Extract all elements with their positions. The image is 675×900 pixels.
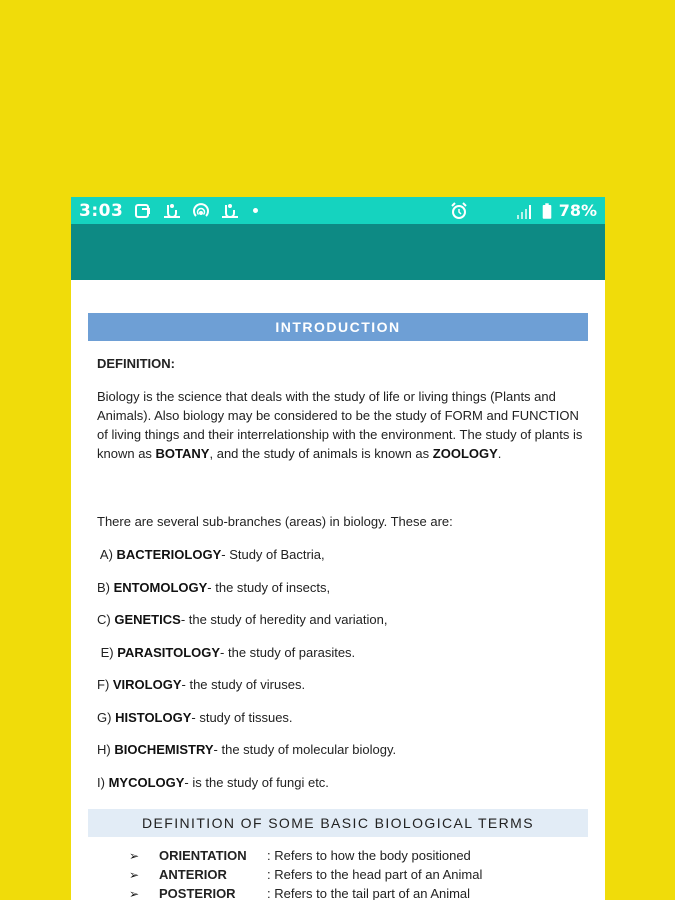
branch-item — [97, 578, 597, 597]
subbranches-intro: There are several sub-branches (areas) in biology. These are: — [97, 514, 453, 529]
app-bar — [71, 224, 605, 280]
alarm-icon — [449, 201, 469, 221]
zoology-term: ZOOLOGY — [432, 446, 498, 461]
branch-prefix: I) — [97, 775, 109, 790]
paragraph-text: , and the study of animals is known as — [209, 446, 433, 461]
branch-prefix: C) — [97, 612, 115, 627]
term-name: ANTERIOR — [159, 867, 227, 882]
branch-item — [97, 708, 597, 727]
branch-desc: - the study of insects, — [207, 580, 331, 595]
phone-screen — [71, 197, 605, 900]
branch-item — [97, 675, 597, 694]
term-desc: : Refers to the head part of an Animal — [267, 867, 483, 882]
branch-desc: - the study of viruses. — [181, 677, 306, 692]
signal-icon — [515, 201, 535, 221]
definition-heading: DEFINITION: — [97, 356, 175, 371]
arrow-bullet-icon: ➢ — [129, 886, 140, 900]
status-time: 3:03 — [79, 200, 124, 221]
branch-name: ENTOMOLOGY — [113, 580, 208, 595]
terms-heading: DEFINITION OF SOME BASIC BIOLOGICAL TERMS — [88, 809, 588, 837]
term-name: ORIENTATION — [159, 848, 247, 863]
branch-item — [97, 545, 597, 564]
dot-icon — [253, 208, 258, 213]
status-bar — [71, 197, 605, 224]
branch-desc: - the study of parasites. — [220, 645, 356, 660]
status-right — [449, 201, 597, 221]
intro-heading: INTRODUCTION — [88, 313, 588, 341]
hotspot-icon — [191, 201, 211, 221]
term-item — [129, 886, 470, 900]
branch-name: BIOCHEMISTRY — [114, 742, 214, 757]
paragraph-text: Biology is the science that deals with the study of life or living things (Plants and Animals). Also biology may be considered to be the study of FORM and FUNCTION of living things and their interrelationship with the environment. The study of plants is known as — [97, 389, 583, 461]
battery-percent: 78% — [558, 201, 597, 220]
teams-icon — [162, 201, 182, 221]
branch-name: HISTOLOGY — [115, 710, 192, 725]
branch-item — [97, 740, 597, 759]
branch-desc: - the study of molecular biology. — [213, 742, 397, 757]
document-page[interactable] — [71, 280, 605, 900]
teams-icon — [220, 201, 240, 221]
message-icon — [133, 201, 153, 221]
branch-prefix: F) — [97, 677, 113, 692]
branch-item — [97, 643, 597, 662]
notification-icons — [133, 201, 258, 221]
branch-name: BACTERIOLOGY — [116, 547, 222, 562]
branch-desc: - study of tissues. — [191, 710, 293, 725]
definition-paragraph — [97, 387, 589, 463]
branch-desc: - the study of heredity and variation, — [180, 612, 388, 627]
branch-item — [97, 610, 597, 629]
branch-prefix: A) — [97, 547, 117, 562]
branch-name: MYCOLOGY — [108, 775, 185, 790]
battery-icon — [541, 201, 553, 221]
arrow-bullet-icon: ➢ — [129, 867, 140, 882]
branch-item — [97, 773, 597, 792]
term-desc: : Refers to the tail part of an Animal — [267, 886, 471, 900]
branch-prefix: G) — [97, 710, 116, 725]
term-desc: : Refers to how the body positioned — [267, 848, 471, 863]
term-name: POSTERIOR — [159, 886, 236, 900]
branch-desc: - Study of Bactria, — [221, 547, 325, 562]
paragraph-text: . — [497, 446, 502, 461]
term-item — [129, 867, 482, 882]
branch-prefix: E) — [97, 645, 118, 660]
branch-name: GENETICS — [114, 612, 181, 627]
branch-name: VIROLOGY — [112, 677, 182, 692]
branch-prefix: H) — [97, 742, 115, 757]
branch-name: PARASITOLOGY — [117, 645, 221, 660]
branch-prefix: B) — [97, 580, 114, 595]
arrow-bullet-icon: ➢ — [129, 848, 140, 863]
term-item — [129, 848, 471, 863]
botany-term: BOTANY — [155, 446, 210, 461]
branch-desc: - is the study of fungi etc. — [184, 775, 329, 790]
